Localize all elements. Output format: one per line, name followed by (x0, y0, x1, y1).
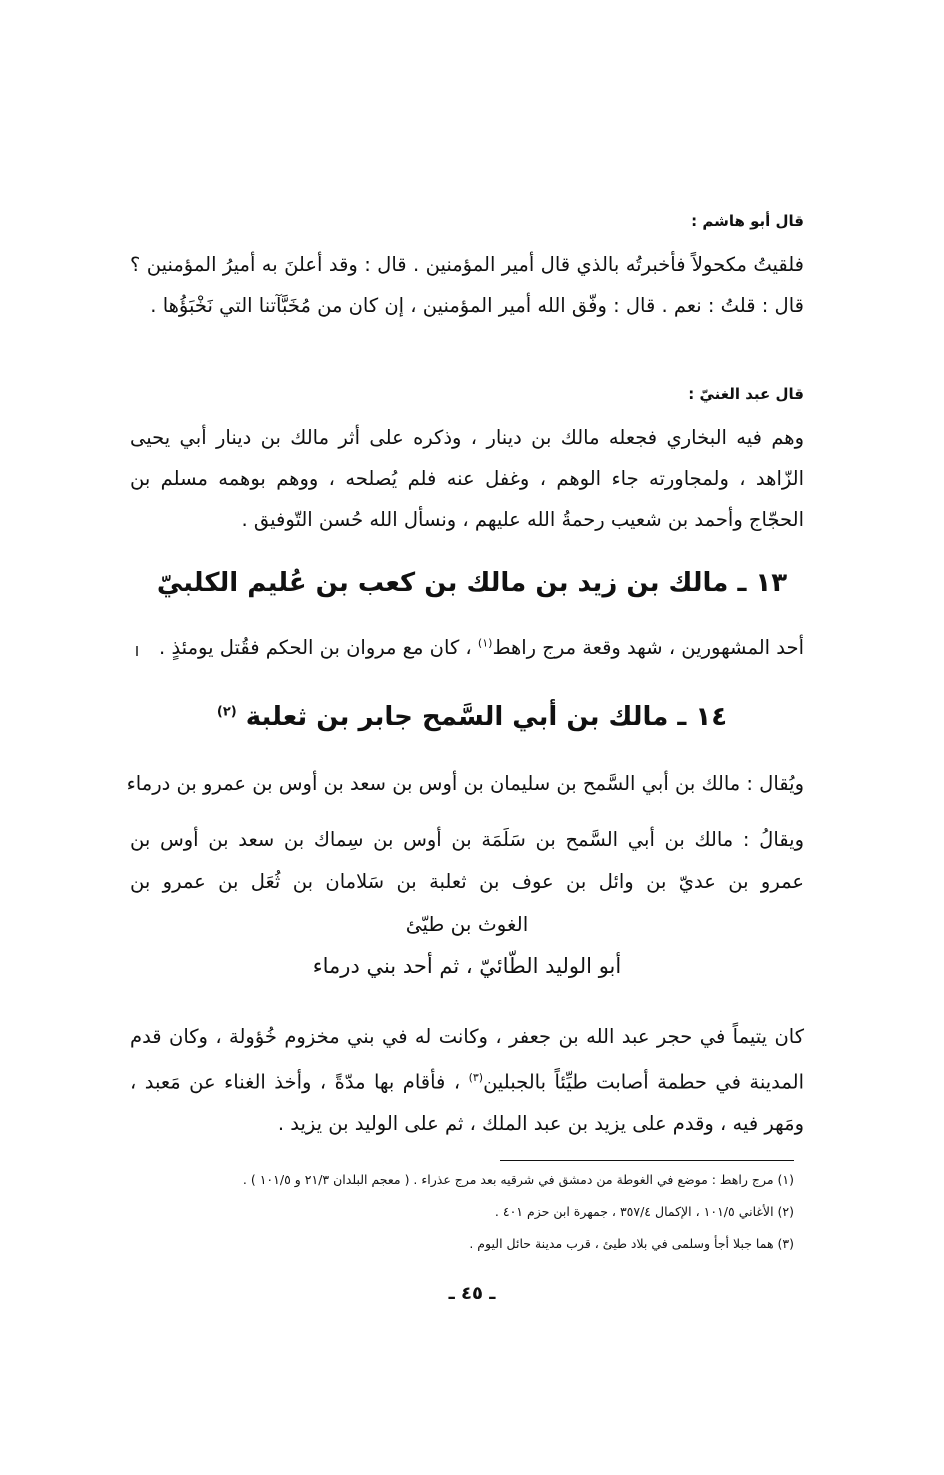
entry-14-heading (150, 702, 794, 732)
page-number: ـ ٤٥ ـ (448, 1283, 496, 1304)
entry-14-heading-text: ١٤ ـ مالك بن أبي السَّمح جابر بن ثعلبة (245, 702, 728, 732)
footnote-separator (500, 1160, 794, 1161)
speaker-abu-hashim: قال أبو هاشم : (691, 212, 804, 230)
biography-before: كان يتيماً في حجر عبد الله بن جعفر ، وكانت له في بني مخزوم خُؤولة ، وكان قدم المدينة في حطمة أصابت طيِّئاً بالجبلين (130, 1025, 804, 1094)
speaker-abd-al-ghani: قال عبد الغنيّ : (688, 385, 804, 403)
entry-13-heading: ١٣ ـ مالك بن زيد بن مالك بن كعب بن عُليم الكلبيّ (156, 568, 788, 598)
footnote-2: (٢) الأغاني ١٠١/٥ ، الإكمال ٣٥٧/٤ ، جمهرة ابن حزم ٤٠١ . (494, 1204, 794, 1219)
footnote-ref-3: (٣) (468, 1071, 484, 1084)
lineage-first-version: ويُقال : مالك بن أبي السَّمح بن سليمان بن أوس بن سعد بن أوس بن عمرو بن درماء (126, 772, 804, 795)
lineage-second-version-line-1: ويقالُ : مالك بن أبي السَّمح بن سَلَمَة بن أوس بن سِماك بن سعد بن أوس بن (130, 828, 804, 851)
paragraph-biography (130, 1016, 804, 1144)
lineage-second-version-line-2: عمرو بن عديّ بن وائل بن عوف بن ثعلبة بن سَلامان بن ثُعَل بن عمرو بن (130, 870, 804, 893)
footnote-1: (١) مرج راهط : موضع في الغوطة من دمشق في شرقيه بعد مرج عذراء . ( معجم البلدان ٢١/٣ و ١٠١/٥ ) . (242, 1172, 794, 1187)
lineage-second-version-end: الغوث بن طيّئ (405, 912, 529, 936)
kunya-line: أبو الوليد الطّائيّ ، ثم أحد بني درماء (312, 954, 622, 978)
footnote-ref-1: (١) (477, 636, 493, 650)
margin-mark (136, 646, 138, 656)
entry-13-text-after: ، كان مع مروان بن الحكم فقُتل يومئذٍ . (159, 636, 478, 659)
footnote-ref-2: (٢) (216, 704, 237, 720)
entry-13-text (150, 636, 804, 659)
biography-after: ، فأقام بها مدّةً ، وأخذ الغناء عن مَعبد ، ومَهر فيه ، وقدم على يزيد بن عبد الملك ، ثم على الوليد بن يزيد . (130, 1070, 804, 1135)
paragraph-bukhari-error: وهم فيه البخاري فجعله مالك بن دينار ، وذكره على أثر مالك بن دينار أبي يحيى الزّاهد ، ولمجاورته جاء الوهم ، وغفل عنه فلم يُصلحه ، ووهم بوهمه مسلم بن الحجّاج وأحمد بن شعيب رحمةُ الله عليهم ، ونسأل الله حُسن التّوفيق . (130, 426, 804, 531)
footnote-3: (٣) هما جبلا أجأ وسلمى في بلاد طيئ ، قرب مدينة حائل اليوم . (469, 1236, 794, 1251)
paragraph-makhul: فلقيتُ مكحولاً فأخبرتُه بالذي قال أمير المؤمنين . قال : وقد أعلنَ به أميرُ المؤمنين ؟ قال : قلتُ : نعم . قال : وفّق الله أمير المؤمنين ، إن كان من مُخَبَّآتنا التي نَخْبَؤُها . (130, 253, 804, 317)
entry-13-text-before: أحد المشهورين ، شهد وقعة مرج راهط (492, 636, 804, 659)
